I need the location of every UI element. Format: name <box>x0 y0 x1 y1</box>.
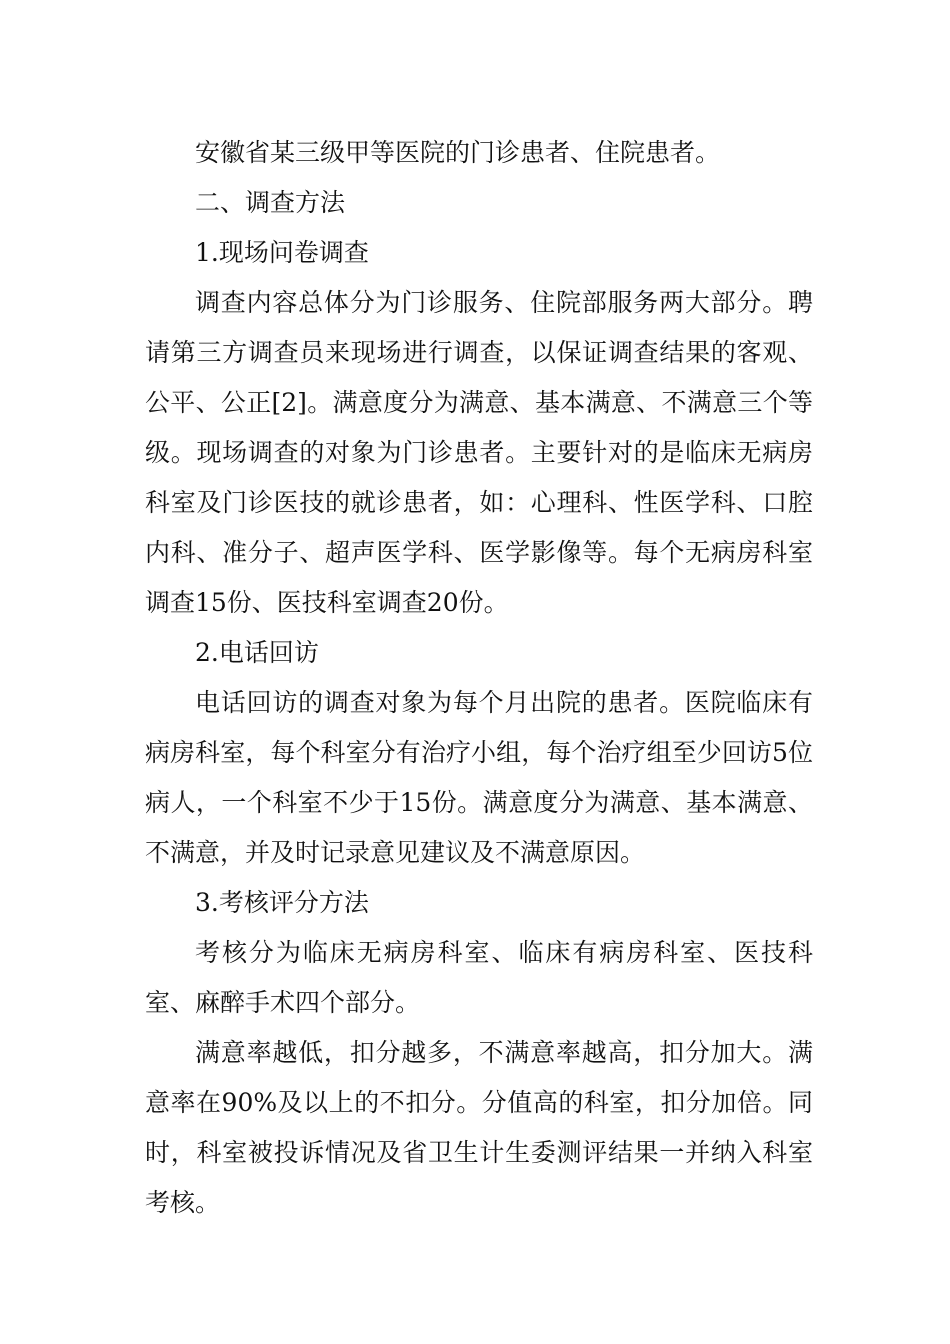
body-paragraph: 调查内容总体分为门诊服务、住院部服务两大部分。聘请第三方调查员来现场进行调查，以保证调查结果的客观、公平、公正[2]。满意度分为满意、基本满意、不满意三个等级。现场调查的对象为门诊患者。主要针对的是临床无病房科室及门诊医技的就诊患者，如：心理科、性医学科、口腔内科、准分子、超声医学科、医学影像等。每个无病房科室调查15份、医技科室调查20份。 <box>145 288 813 617</box>
body-paragraph: 考核分为临床无病房科室、临床有病房科室、医技科室、麻醉手术四个部分。 <box>145 938 813 1017</box>
subsection-heading: 1.现场问卷调查 <box>195 238 369 267</box>
body-paragraph: 安徽省某三级甲等医院的门诊患者、住院患者。 <box>195 138 721 167</box>
document-page <box>145 128 813 1228</box>
section-heading: 二、调查方法 <box>195 188 346 217</box>
subsection-heading: 2.电话回访 <box>195 638 319 667</box>
body-paragraph: 满意率越低，扣分越多，不满意率越高，扣分加大。满意率在90%及以上的不扣分。分值高的科室，扣分加倍。同时，科室被投诉情况及省卫生计生委测评结果一并纳入科室考核。 <box>145 1038 813 1217</box>
body-paragraph: 电话回访的调查对象为每个月出院的患者。医院临床有病房科室，每个科室分有治疗小组，每个治疗组至少回访5位病人，一个科室不少于15份。满意度分为满意、基本满意、不满意，并及时记录意见建议及不满意原因。 <box>145 688 813 867</box>
subsection-heading: 3.考核评分方法 <box>195 888 369 917</box>
